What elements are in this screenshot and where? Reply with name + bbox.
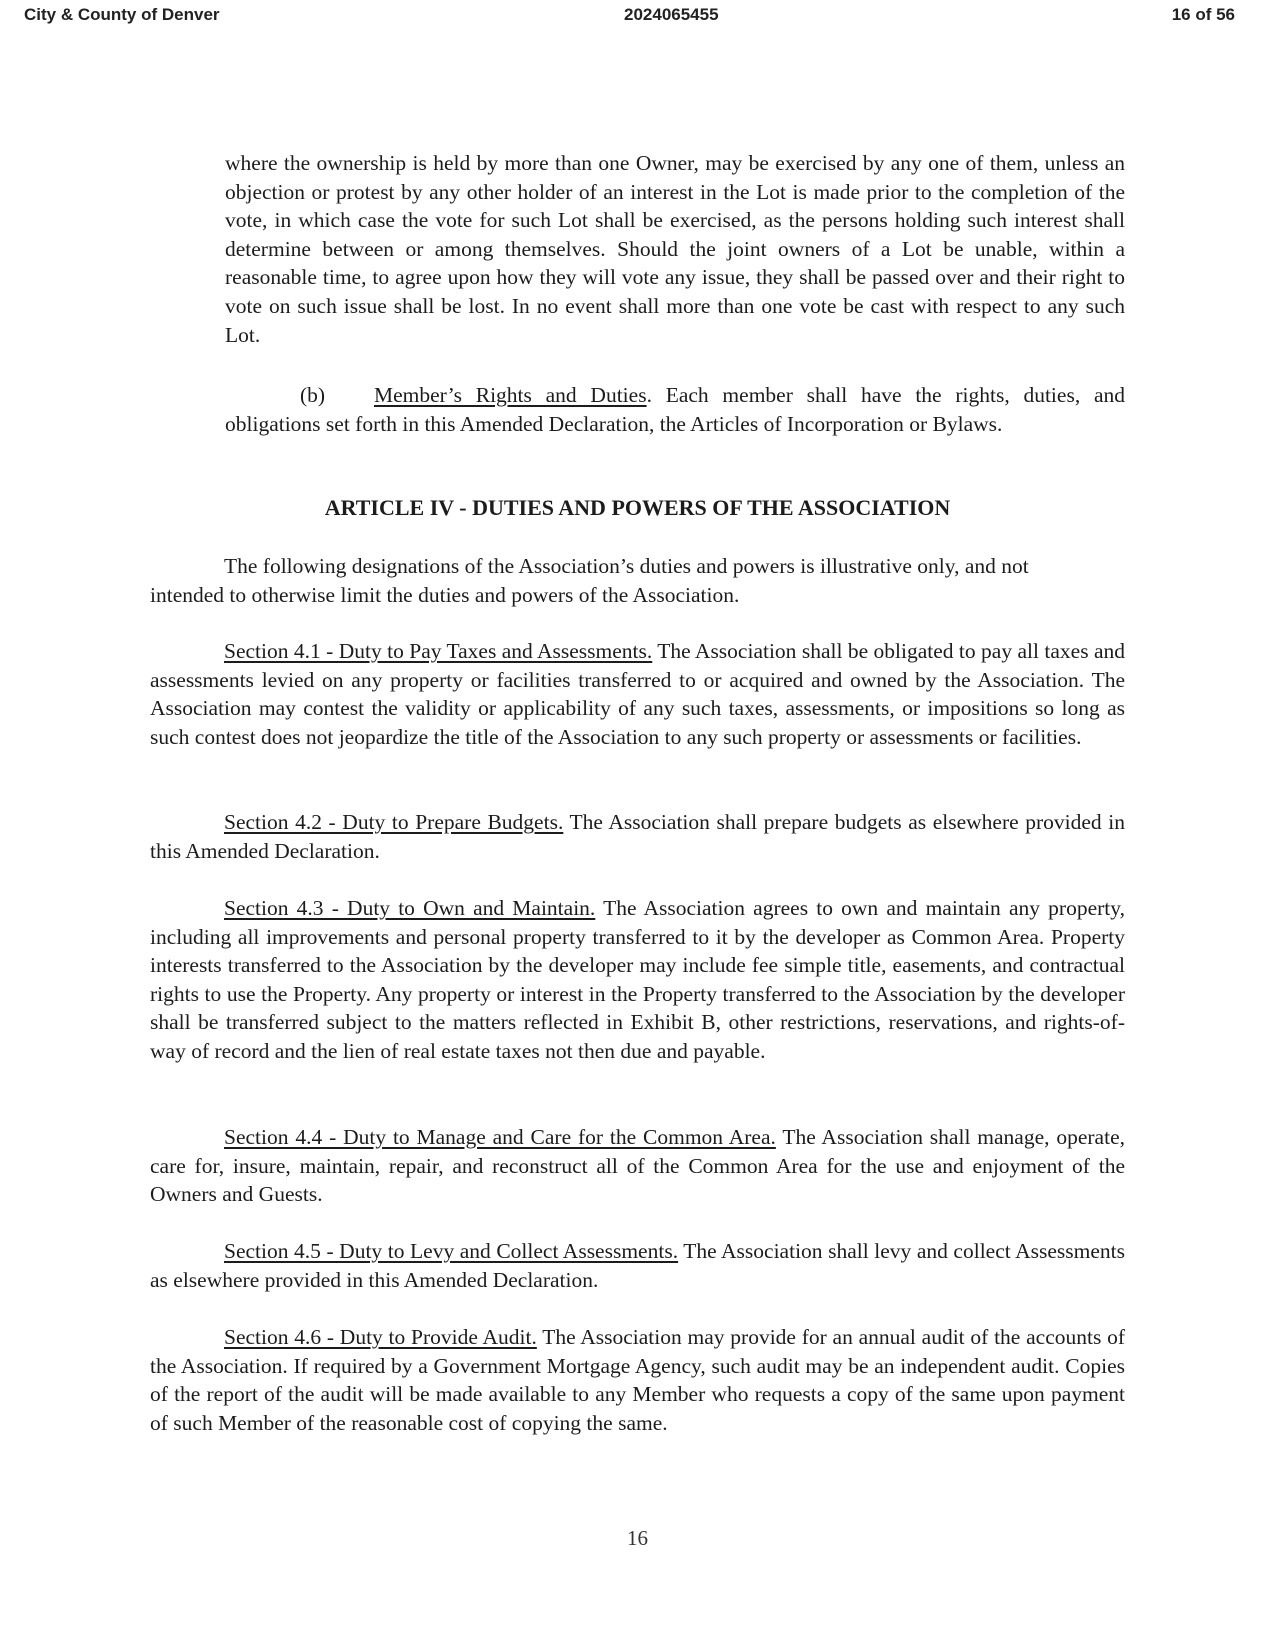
section-4-5 [150,1237,1125,1294]
section-4-3-title: Section 4.3 - Duty to Own and Maintain. [224,896,596,920]
section-4-6-title: Section 4.6 - Duty to Provide Audit. [224,1325,537,1349]
section-4-5-text: The Association shall levy and collect Assessments as elsewhere provided in this Amended Declaration. [150,1239,1125,1292]
article-heading: ARTICLE IV - DUTIES AND POWERS OF THE ASSOCIATION [324,495,951,520]
section-4-6 [150,1323,1125,1437]
subsection-b [225,381,1125,438]
header-reception-number: 2024065455 [624,5,719,24]
header-jurisdiction: City & County of Denver [24,5,220,24]
section-4-2-text: The Association shall prepare budgets as elsewhere provided in this Amended Declaration. [150,810,1125,863]
subsection-b-label: (b) [300,383,326,407]
section-4-1-text: The Association shall be obligated to pay all taxes and assessments levied on any property or facilities transferred to or acquired and owned by the Association. The Association may contest the validity or applicability of any such taxes, assessments, or impositions so long as such contest does not jeopardize the title of the Association to any such property or assessments or facilities. [150,639,1125,749]
section-4-4-title: Section 4.4 - Duty to Manage and Care for the Common Area. [224,1125,776,1149]
section-4-2-title: Section 4.2 - Duty to Prepare Budgets. [224,810,564,834]
section-4-3 [150,894,1125,1066]
page-number: 16 [627,1526,648,1550]
section-4-3-text: The Association agrees to own and maintain any property, including all improvements and personal property transferred to it by the developer as Common Area. Property interests transferred to the Association by the developer may include fee simple title, easements, and contractual rights to use the Property. Any property or interest in the Property transferred to the Association by the developer shall be transferred subject to the matters reflected in Exhibit B, other restrictions, reservations, and rights-of-way of record and the lien of real estate taxes not then due and payable. [150,896,1125,1063]
section-4-2 [150,808,1125,865]
section-4-1-title: Section 4.1 - Duty to Pay Taxes and Assessments. [224,639,653,663]
subsection-b-text: . Each member shall have the rights, duties, and obligations set forth in this Amended Declaration, the Articles of Incorporation or Bylaws. [225,383,1125,436]
subsection-b-title: Member’s Rights and Duties [374,383,647,407]
section-4-4 [150,1123,1125,1209]
section-4-5-title: Section 4.5 - Duty to Levy and Collect Assessments. [224,1239,679,1263]
section-4-4-text: The Association shall manage, operate, care for, insure, maintain, repair, and reconstruct all of the Common Area for the use and enjoyment of the Owners and Guests. [150,1125,1125,1207]
continuation-paragraph: where the ownership is held by more than one Owner, may be exercised by any one of them, unless an objection or protest by any other holder of an interest in the Lot is made prior to the completion of the vote, in which case the vote for such Lot shall be exercised, as the persons holding such interest shall determine between or among themselves. Should the joint owners of a Lot be unable, within a reasonable time, to agree upon how they will vote any issue, they shall be passed over and their right to vote on such issue shall be lost. In no event shall more than one vote be cast with respect to any such Lot. [225,151,1125,347]
section-4-1 [150,637,1125,751]
article-intro: The following designations of the Association’s duties and powers is illustrative only, and not intended to otherwise limit the duties and powers of the Association. [150,554,1029,607]
section-4-6-text: The Association may provide for an annual audit of the accounts of the Association. If required by a Government Mortgage Agency, such audit may be an independent audit. Copies of the report of the audit will be made available to any Member who requests a copy of the same upon payment of such Member of the reasonable cost of copying the same. [150,1325,1125,1435]
header-page-count: 16 of 56 [1171,5,1235,24]
